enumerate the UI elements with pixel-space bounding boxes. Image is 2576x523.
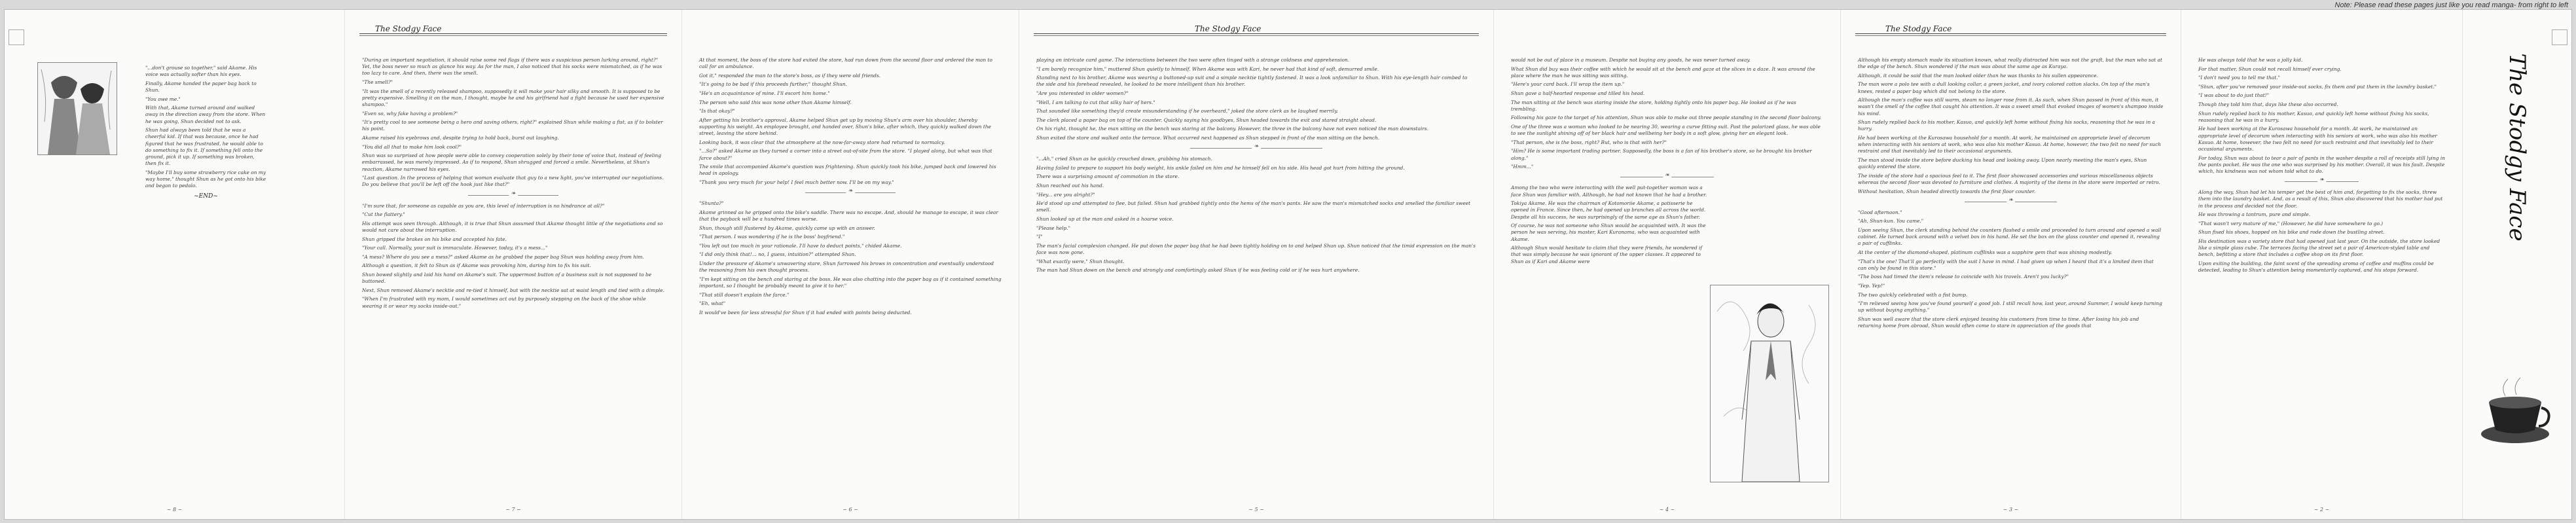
paragraph: "The boss had timed the item's release to coincide with his travels. Aren't you lucky?" <box>1858 274 2069 280</box>
page-folio: ~ 5 ~ <box>1019 507 1493 513</box>
paragraph: "I am barely recognize him," muttered Shun quietly to himself. When Akame was with Kari, he never had that kind of soft, demurred smile. <box>1036 65 1379 72</box>
paragraph: What Shun did buy was their coffee with which he would sit at the bench and gaze at the slices in a daze. It was around the place where the man he was sitting was sitting. <box>1511 65 1815 79</box>
paragraph: Akame raised his eyebrows and, despite trying to hold back, burst out laughing. <box>362 134 559 141</box>
paragraph: "Cut the flattery." <box>362 211 405 218</box>
paragraph: "Please help." <box>1036 225 1071 231</box>
paragraph: "...So?" asked Akame as they turned a corner into a street out-of-site from the store. "I played along, but what was that farce about?" <box>699 148 992 161</box>
corner-ornament <box>2552 29 2567 45</box>
paragraph: "You did all that to make him look cool?" <box>362 143 462 150</box>
paragraph: Shun fixed his shoes, hopped on his bike and rode down the bustling street. <box>2198 229 2385 236</box>
paragraph: Shun was so surprised at how people were able to convey cooperation solely by their tone of voice that, instead of feeling embarrassed, he was merely impressed. As if to respond, Shun shrugged and forced a smile. Nevertheless, at Shun's reaction, Akame narrowed his eyes. <box>362 153 661 172</box>
paragraph: Although Shun would hesitate to claim that they were friends, he wondered if that was simply because he was ignorant of the upper classes. It appeared to Shun as if Kari and Akame were <box>1511 245 1703 264</box>
paragraph: "Well, I am talking to cut that silky hair of hers." <box>1036 99 1155 105</box>
page-7-text <box>362 57 664 310</box>
paragraph: Akame grinned as he gripped onto the bike's saddle. There was no escape. And, should he manage to escape, it was clear that the payback will be a hundred times worse. <box>699 209 998 222</box>
page-folio: ~ 4 ~ <box>1494 507 1840 513</box>
paragraph: Upon seeing Shun, the clerk standing behind the counters flashed a smile and proceeded to turn around and opened a wall cabinet. He turned back around with a velvet box in his hand. He set the box on the glass counter and opened it, revealing a pair of cufflinks. <box>1858 226 2162 247</box>
standing-man-illustration <box>1710 285 1829 482</box>
paragraph: Finally, Akame handed the paper bag back to Shun. <box>145 80 257 93</box>
characters-sketch-icon <box>38 63 117 154</box>
header-title: The Stodgy Face <box>1881 24 1955 33</box>
paragraph: "That's the one! That'll go perfectly with the suit I have in mind. I had given up when I heard that it's a limited item that can only be found in this store." <box>1858 258 2154 271</box>
paragraph: playing an intricate card game. The interactions between the two were often tinged with a strange coldness and apprehension. <box>1036 57 1350 63</box>
paragraph: "Yep. Yep!" <box>1858 282 1885 289</box>
paragraph: Although his empty stomach made its situation known, what really distracted him was not the graft, but the man who sat at the edge of the bench. Shun wondered if the man was about the same age as Kuraya. <box>1858 57 2162 70</box>
page-3 <box>1841 10 2181 519</box>
paragraph: On his right, thought he, the man sitting on the bench was staring at the balcony. However, the three in the balcony have not even noticed the man downstairs. <box>1036 126 1429 132</box>
paragraph: "That person. I was wondering if he is the boss' boyfriend." <box>699 234 845 240</box>
paragraph: Along the way, Shun had let his temper get the best of him and, forgetting to fix the socks, threw them into the laundry basket. And, as a result of this, Shun also discovered that his mother had put in the process and decided not the floor. <box>2198 189 2443 209</box>
paragraph: "I'm kept sitting on the bench and staring at the boss. He was also chatting into the paper bag as if it contained something important, so I thought he probably meant to give it to her." <box>699 276 1002 289</box>
paragraph: For that matter, Shun could not recall himself ever crying. <box>2198 65 2342 72</box>
paragraph: "I did only think that!... no, I guess, intuition?" attempted Shun. <box>699 251 856 258</box>
page-header <box>1855 24 2166 39</box>
section-divider <box>1858 198 2164 206</box>
paragraph: "Thank you very much for your help! I feel much better now. I'll be on my way." <box>699 179 894 185</box>
paragraph: Looking back, it was clear that the atmosphere at the now-far-away store had returned to normalcy. <box>699 139 945 145</box>
paragraph: His destination was a variety store that had opened just last year. On the outside, the store looked like a simple glass cube. The terraces facing the street set a pair of American-styled table and bench, befitting a store that includes a coffee shop on its first floor. <box>2198 238 2440 258</box>
paragraph: "Are you interested in older women?" <box>1036 90 1129 96</box>
page-folio: ~ 2 ~ <box>2181 507 2462 513</box>
paragraph: Having failed to prepare to support his body weight, his ankle failed on him and he himself fell on his side. His head got hurt from hitting the ground. <box>1036 164 1405 171</box>
section-divider <box>699 189 1002 196</box>
page-5 <box>1019 10 1494 519</box>
section-divider <box>1511 173 1823 181</box>
paragraph: Shun reached out his hand. <box>1036 182 1104 189</box>
paragraph: Standing next to his brother, Akame was wearing a buttoned-up suit and a simple necktie tightly fastened. It was a look unfamiliar to Shun. With his eye-length hair combed to the side and his forehead revealed, he looked to be more intelligent than his brother. <box>1036 75 1468 88</box>
character-illustration <box>37 62 117 155</box>
paragraph: "Hmm..." <box>1511 164 1534 170</box>
paragraph: Though they told him that, days like these also occurred. <box>2198 101 2338 107</box>
paragraph: "You left out too much in your rationale. I'll have to deduct points," chided Akame. <box>699 242 902 249</box>
paragraph: "Maybe I'll buy some strawberry rice cake on my way home," thought Shun as he got onto his bike and began to pedalo. <box>145 169 266 189</box>
paragraph: "Is that okay?" <box>699 108 735 115</box>
paragraph: The two quickly celebrated with a fist bump. <box>1858 291 1968 298</box>
standing-man-icon <box>1711 285 1828 482</box>
paragraph: "The smell?" <box>362 79 393 85</box>
paragraph: The clerk placed a paper bag on top of the counter. Quickly saying his goodbyes, Shun headed towards the exit and stared straight ahead. <box>1036 117 1377 123</box>
paragraph: Shun was well aware that the store clerk enjoyed teasing his customers from time to time. After losing his job and returning home from abroad, Shun would often come to stare in appreciation of the goods that <box>1858 316 2139 329</box>
end-marker: ~END~ <box>194 193 218 200</box>
title-page <box>2463 10 2571 519</box>
paragraph: He was throwing a tantrum, pure and simple. <box>2198 211 2311 218</box>
paragraph: Tokiya Akame. He was the chairman of Kotomoriie Akame, a patisserie he opened in France. Since then, he had opened up branches all across the world. Despite all his success, he was surprisingly of the same age as Shun's father. <box>1511 200 1706 220</box>
page-2 <box>2181 10 2463 519</box>
paragraph: The man had Shun down on the bench and strongly and comfortingly asked Shun if he was feeling cold or if he was hurt anywhere. <box>1036 267 1360 274</box>
paragraph: "I'm relieved seeing how you've found yourself a good job. I still recall how, last year, around Summer, I would keep turning up without buying anything." <box>1858 300 2162 314</box>
page-folio: ~ 3 ~ <box>1841 507 2181 513</box>
paragraph: The inside of the store had a spacious feel to it. The first floor showcased accessories and various miscellaneous objects whereas the second floor was devoted to furniture and clothes. A majority of the items in the store were imported or retro. <box>1858 172 2160 185</box>
paragraph: "Good afternoon." <box>1858 209 1902 215</box>
page-4-text-top <box>1511 57 1823 265</box>
page-3-text <box>1858 57 2164 329</box>
paragraph: He had been working at the Kurosawa household for a month. At work, he maintained an appropriate level of decorum when interacting with his seniors at work, who was also his mother Kasuo. At home, however, the two felt no need for such restraint and that inevitably led to their occasional arguments. <box>2198 126 2437 152</box>
paragraph: "...don't grouse so together," said Akame. His voice was actually softer than his eyes. <box>145 65 257 78</box>
paragraph: For today, Shun was about to tear a pair of pants in the washer despite a roll of receipts still lying in the pants pocket. He was the one who was surprised by his mother. Overall, it was his fault. Despite which, his kindness was not whom told what to do. <box>2198 154 2446 174</box>
paragraph: Following his gaze to the target of his attention, Shun was able to make out three people standing in the second floor balcony. <box>1511 115 1821 121</box>
manga-spread <box>4 9 2572 520</box>
paragraph: Shun gripped the brakes on his bike and accepted his fate. <box>362 236 507 242</box>
paragraph: "When I'm frustrated with my mom, I would sometimes act out by purposely stepping on the back of the shoe while wearing it or wear my socks inside-out." <box>362 296 646 309</box>
page-folio: ~ 7 ~ <box>345 507 681 513</box>
page-folio: ~ 8 ~ <box>5 507 344 513</box>
paragraph: "It's going to be bad if this proceeds further," thought Shun. <box>699 81 847 88</box>
teacup-illustration-icon <box>2476 376 2554 448</box>
paragraph: "A mess? Where do you see a mess?" asked Akame as he grabbed the paper bag Shun was holding away from him. <box>362 253 644 260</box>
page-header <box>1034 24 1479 39</box>
paragraph: Although the man's coffee was still warm, steam no longer rose from it. As such, when Shun passed in front of this man, it wasn't the smell of the coffee that caught his attention. It was a sweet smell that evoked images of women's shampoo inside his mind. <box>1858 97 2164 117</box>
paragraph: Shun bowed slightly and laid his hand on Akame's suit. The uppermost button of a business suit is not supposed to be buttoned. <box>362 271 652 285</box>
paragraph: "It was the smell of a recently released shampoo, supposedly it will make your hair silky and smooth. It is supposed to be pretty expensive. Smelling it on the man, I thought, maybe he and his girlfriend had a fight because he used her expensive shampoo." <box>362 88 664 107</box>
paragraph: Upon exiting the building, the faint scent of the spreading aroma of coffee and muffins could be detected, leading to Shun's attention being momentarily captured, and his stops forward. <box>2198 260 2434 274</box>
header-title: The Stodgy Face <box>371 24 445 33</box>
paragraph: The man wore a polo tee with a dull looking collar, a green jacket, and ivory colored cotton slacks. On top of the man's knees, rested a paper bag which did not belong to the store. <box>1858 81 2150 94</box>
cover-title: The Stodgy Face <box>2504 53 2530 242</box>
paragraph: Shun, though still flustered by Akame, quickly came up with an answer. <box>699 225 875 231</box>
paragraph: The man's facial complexion changed. He put down the paper bag that he had been tightly holding on to and helped Shun up. Shun noticed that the timid expression on the man's face was now gone. <box>1036 242 1476 255</box>
paragraph: Shun looked up at the man and asked in a hoarse voice. <box>1036 215 1174 222</box>
paragraph: That sounded like something they'd create misunderstanding if he overheard," joked the store clerk as he laughed merrily. <box>1036 108 1338 115</box>
paragraph: At the center of the diamond-shaped, platinum cufflinks was a sapphire gem that was shining modestly. <box>1858 249 2113 255</box>
paragraph: "Ah, Shun-kun. You came." <box>1858 218 1924 225</box>
paragraph: "I don't need you to tell me that." <box>2198 75 2281 81</box>
paragraph: "Shunta?" <box>699 200 724 207</box>
paragraph: Of course, he was not someone who Shun would be acquainted with. It was the person he was serving, his master, Kari Kuranama, who was acquainted with Akame. <box>1511 223 1706 242</box>
page-6-text <box>699 57 1002 316</box>
paragraph: Next, Shun removed Akame's necktie and re-tied it himself, but with the necktie sat at waist length and tied with a dimple. <box>362 287 664 293</box>
paragraph: "It's pretty cool to see someone being a hero and saving others, right?" explained Shun while making a fist, as if to bolster his point. <box>362 119 663 132</box>
paragraph: At that moment, the boss of the store had exited the store, had run down from the second floor and ordered the man to call for an ambulance. <box>699 57 992 70</box>
paragraph: Shun had always been told that he was a cheerful kid. If that was because, once he had figured that he was frustrated, he would able to do something to fix it. If something fell onto the ground, pick it up. If something was broken, then fix it. <box>145 127 263 167</box>
paragraph: would not be out of place in a museum. Despite not buying any goods, he was never turned away. <box>1511 57 1751 63</box>
page-7 <box>345 10 682 519</box>
paragraph: After getting his brother's approval, Akame helped Shun get up by moving Shun's arm over his shoulder, thereby supporting his weight. An employee brought, and handed over, Shun's bike, after which, they quickly walked down the street, leaving the store behind. <box>699 117 992 137</box>
reading-direction-note: Note: Please read these pages just like you read manga- from right to left <box>2334 1 2568 9</box>
header-title: The Stodgy Face <box>1191 24 1265 33</box>
paragraph: Shun rudely replied back to his mother, Kasuo, and quickly left home without fixing his socks, reasoning that he was in a hurry. <box>2198 110 2429 123</box>
paragraph: "I was about to do just that!" <box>2198 92 2270 99</box>
paragraph: Among the two who were interacting with the well put-together woman was a face Shun was familiar with. Although, he had not known that he had a brother. <box>1511 185 1707 198</box>
section-divider <box>2198 177 2445 185</box>
paragraph: With that, Akame turned around and walked away in the direction away from the store. When he was going, Shun decided not to ask. <box>145 105 266 124</box>
paragraph: "Here's your card back. I'll wrap the item up." <box>1511 81 1625 88</box>
paragraph: He was always told that he was a jolly kid. <box>2198 57 2303 63</box>
paragraph: "...Ah," cried Shun as he quickly crouched down, grabbing his stomach. <box>1036 156 1212 162</box>
page-header <box>359 24 667 39</box>
page-5-text <box>1036 57 1476 274</box>
page-folio: ~ 6 ~ <box>682 507 1019 513</box>
paragraph: "That wasn't very mature of me," (However, he did have somewhere to go.) <box>2198 220 2384 226</box>
section-divider <box>362 191 664 199</box>
page-6 <box>682 10 1019 519</box>
paragraph: It would've been far less stressful for Shun if it had ended with points being deducted. <box>699 309 912 316</box>
paragraph: Got it," responded the man to the store's boss, as if they were old friends. <box>699 72 880 79</box>
paragraph: "Your call. Normally, your suit is immaculate. However, today, it's a mess..." <box>362 245 548 251</box>
section-divider <box>1036 144 1476 152</box>
paragraph: "What exactly were," Shun thought. <box>1036 258 1125 264</box>
paragraph: He had been working at the Kurosawa household for a month. At work, he maintained an appropriate level of decorum when interacting with his seniors at work, who was also his mother Kasuo. At home, however, the two felt no need for such restraint and that inevitably led to their occasional arguments. <box>1858 134 2161 154</box>
paragraph: "He's an acquaintance of mine. I'll escort him home." <box>699 90 830 96</box>
paragraph: The smile that accompanied Akame's question was frightening. Shun quickly took his bike, jumped back and lowered his head in apology. <box>699 164 996 177</box>
paragraph: "Shun, after you've removed your inside-out socks, fix them and put them in the laundry basket." <box>2198 83 2437 90</box>
paragraph: Shun exited the store and walked onto the terrace. What occurred next happened as Shun stepped in front of the man sitting on the bench. <box>1036 134 1380 141</box>
paragraph: "I'm sure that, for someone as capable as you are, this level of interruption is no hindrance at all?" <box>362 202 605 209</box>
paragraph: "Hey... are you alright?" <box>1036 191 1095 198</box>
paragraph: "Eh, what" <box>699 300 726 307</box>
paragraph: One of the three was a woman who looked to be nearing 30, wearing a curve fitting suit. Past the polarized glass, he was able to see the sunlight shining off of her black hair and wellbeing her body in a soft glow, giving her an elegant look. <box>1511 123 1821 137</box>
paragraph: "You owe me." <box>145 96 181 102</box>
paragraph: "Him? He is some important trading partner. Supposedly, the boss is a fan of his brother's store, so he brought his brother along." <box>1511 148 1812 161</box>
paragraph: The man sitting at the bench was staring inside the store, holding tightly onto his paper bag. He looked as if he was trembling. <box>1511 99 1796 112</box>
paragraph: Although a question, it felt to Shun as if Akame was provoking him, daring him to fix his suit. <box>362 262 591 269</box>
paragraph: Although, it could be said that the man looked older than he was thanks to his sullen appearance. <box>1858 72 2098 79</box>
paragraph: Shun gave a half-hearted response and tilled his head. <box>1511 90 1645 96</box>
paragraph: "I" <box>1036 234 1043 240</box>
paragraph: "Last question. In the process of helping that woman evaluate that guy to a new light, you've interrupted our negotiations. Do you believe that you'll be left off the hook just like that?" <box>362 175 664 188</box>
corner-ornament <box>9 29 24 45</box>
page-8 <box>5 10 345 519</box>
paragraph: The person who said this was none other than Akame himself. <box>699 99 852 105</box>
paragraph: "During an important negotiation, it should raise some red flags if there was a suspicious person lurking around, right?" Yet, the boss never so much as glance his way. As for the man, I also noticed that his socks were mismatched, as if he was too lazy to care. And then, there was the smell. <box>362 57 662 77</box>
paragraph: Shun rudely replied back to his mother, Kasuo, and quickly left home without fixing his socks, reasoning that he was in a hurry. <box>1858 119 2155 132</box>
paragraph: Without hesitation, Shun headed directly towards the first floor counter. <box>1858 188 2036 194</box>
paragraph: "That person, she is the boss, right? But, who is that with her?" <box>1511 139 1667 145</box>
paragraph: His attempt was seen through. Although, it is true that Shun assumed that Akame thought little of the negotiations and so would not care about the interruption. <box>362 220 663 233</box>
paragraph: "That still doesn't explain the farce." <box>699 291 789 298</box>
paragraph: There was a surprising amount of commotion in the store. <box>1036 173 1180 180</box>
paragraph: Under the pressure of Akame's unwavering stare, Shun furrowed his brows in concentration and eventually understood the reasoning from his own thought process. <box>699 260 994 274</box>
paragraph: "Even so, why fake having a problem?" <box>362 110 458 117</box>
paragraph: The man stood inside the store before ducking his head and looking away. Upon nearly meeting the man's eyes, Shun quickly entered the store. <box>1858 156 2147 170</box>
page-4-text-bottom <box>1511 185 1707 264</box>
page-2-text <box>2198 57 2445 274</box>
page-8-text <box>145 65 266 200</box>
page-4 <box>1494 10 1841 519</box>
paragraph: He'd stood up and attempted to flee, but failed. Shun had grabbed tightly onto the hems of the man's pants. He saw the man's mismatched socks and smelled the familiar sweet smell. <box>1036 200 1471 213</box>
